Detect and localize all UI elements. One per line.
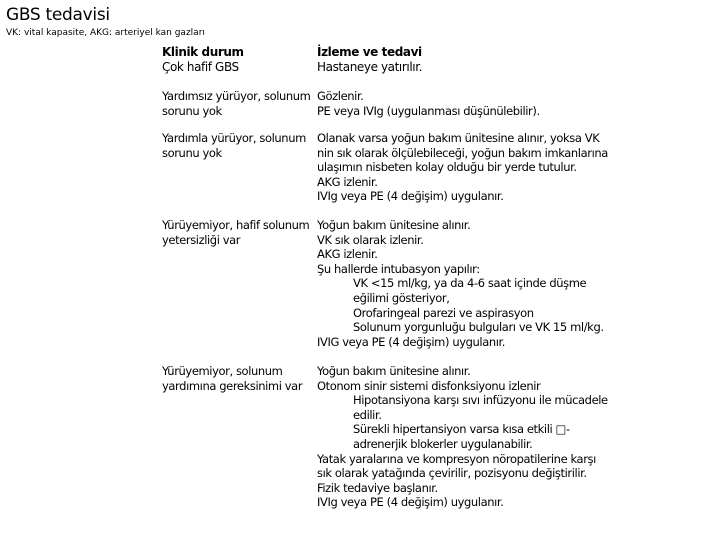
clinical-status-title: Klinik durum [162,45,244,59]
row-4-autonomic-item: adrenerjik blokerler uygulanabilir. [353,436,533,451]
page-title: GBS tedavisi [6,5,110,25]
row-4-treatment-line: Yatak yaralarına ve kompresyon nöropatilerine karşı [317,451,596,466]
row-2-condition [162,131,314,160]
row-1-condition-line: sorunu yok [162,103,222,118]
row-4-condition-line: yardımına gereksinimi var [162,378,303,393]
row-4-treatment-line: Otonom sinir sistemi disfonksiyonu izlenir [317,378,541,393]
row-3-intubation-criterion: Solunum yorgunluğu bulguları ve VK 15 ml/kg. [353,320,604,335]
row-2-treatment [317,131,617,204]
row-1-condition-line: Yardımsız yürüyor, solunum [162,89,311,103]
row-3-intubation-criterion: Orofaringeal parezi ve aspirasyon [353,305,534,320]
row-3-treatment [317,218,617,349]
row-4-treatment-line: sık olarak yatağında çevirilir, pozisyonu değiştirilir. [317,466,587,481]
row-4-autonomic-item: Sürekli hipertansiyon varsa kısa etkili □- [353,422,570,437]
row-1-treatment-line: Gözlenir. [317,89,364,103]
row-4-autonomic-item: Hipotansiyona karşı sıvı infüzyonu ile mücadele [353,393,608,408]
row-4-treatment-line: Fizik tedaviye başlanır. [317,480,438,495]
clinical-status-header [162,45,312,74]
row-2-treatment-line: AKG izlenir. [317,174,378,189]
row-1-condition [162,89,314,118]
row-2-condition-line: sorunu yok [162,145,222,160]
row-3-condition [162,218,314,247]
row-4-treatment [317,364,617,510]
row-4-condition-line: Yürüyemiyor, solunum [162,364,283,378]
row-4-treatment-line: Yoğun bakım ünitesine alınır. [317,364,471,378]
clinical-status-first: Çok hafif GBS [162,59,239,74]
monitoring-title: İzleme ve tedavi [317,45,422,59]
row-3-intubation-criterion: VK <15 ml/kg, ya da 4-6 saat içinde düşme [353,276,587,291]
row-2-condition-line: Yardımla yürüyor, solunum [162,131,306,145]
row-1-treatment-line: PE veya IVIg (uygulanması düşünülebilir). [317,103,540,118]
row-1-treatment [317,89,617,118]
row-2-treatment-line: IVIg veya PE (4 değişim) uygulanır. [317,189,504,204]
row-3-condition-line: Yürüyemiyor, hafif solunum [162,218,310,232]
monitoring-first: Hastaneye yatırılır. [317,59,423,74]
row-4-autonomic-item: edilir. [353,407,382,422]
row-2-treatment-line: Olanak varsa yoğun bakım ünitesine alınır, yoksa VK [317,131,600,145]
row-3-treatment-line: AKG izlenir. [317,247,378,262]
row-3-intubation-criterion: eğilimi gösteriyor, [353,290,450,305]
row-3-condition-line: yetersizliği var [162,232,241,247]
row-3-treatment-line: Yoğun bakım ünitesine alınır. [317,218,471,232]
monitoring-header [317,45,647,74]
row-4-treatment-line: IVIg veya PE (4 değişim) uygulanır. [317,495,504,510]
row-3-treatment-line: IVIG veya PE (4 değişim) uygulanır. [317,334,506,349]
row-4-condition [162,364,314,393]
row-3-treatment-line: Şu hallerde intubasyon yapılır: [317,261,480,276]
row-2-treatment-line: nin sık olarak ölçülebileceği, yoğun bakım imkanlarına [317,145,608,160]
abbreviations-note: VK: vital kapasite, AKG: arteriyel kan gazları [6,28,205,38]
row-3-treatment-line: VK sık olarak izlenir. [317,232,424,247]
row-2-treatment-line: ulaşımın nisbeten kolay olduğu bir yerde tutulur. [317,160,577,175]
